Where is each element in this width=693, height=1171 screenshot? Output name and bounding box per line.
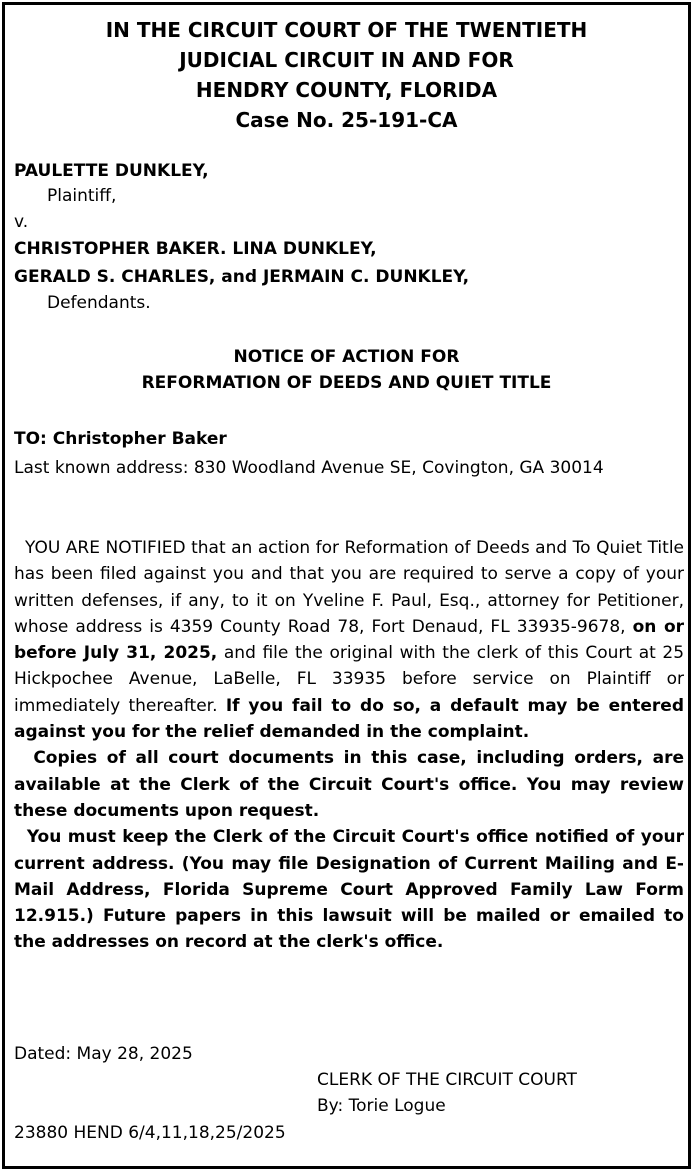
addressee-address: Last known address: 830 Woodland Avenue SE, Covington, GA 30014 — [14, 458, 604, 478]
defendants-line-2: GERALD S. CHARLES, and JERMAIN C. DUNKLEY, — [14, 267, 470, 287]
court-header-line-3: HENDRY COUNTY, FLORIDA — [195, 78, 498, 102]
notice-title-line-1: NOTICE OF ACTION FOR — [233, 347, 460, 367]
defendants-line-1: CHRISTOPHER BAKER. LINA DUNKLEY, — [14, 239, 377, 259]
versus: v. — [14, 212, 29, 232]
dated: Dated: May 28, 2025 — [14, 1044, 193, 1064]
addressee-to: TO: Christopher Baker — [14, 429, 227, 449]
plaintiff-name: PAULETTE DUNKLEY, — [14, 161, 209, 181]
publication-reference: 23880 HEND 6/4,11,18,25/2025 — [14, 1123, 286, 1143]
body-paragraph-2-text: Copies of all court documents in this case, including orders, are available at the Clerk of the Circuit Court's office. You may review these documents upon request. — [14, 748, 684, 821]
body-paragraph-3 — [14, 824, 684, 955]
default-warning: If you fail to do so, a default may be entered against you for the relief demanded in the complaint. — [14, 695, 684, 743]
court-header-line-1: IN THE CIRCUIT COURT OF THE TWENTIETH — [105, 18, 588, 42]
notice-frame — [2, 2, 691, 1169]
court-header-line-2: JUDICIAL CIRCUIT IN AND FOR — [179, 48, 514, 72]
clerk-title: CLERK OF THE CIRCUIT COURT — [317, 1070, 577, 1090]
clerk-by: By: Torie Logue — [317, 1096, 446, 1116]
case-number: Case No. 25-191-CA — [235, 108, 458, 132]
notice-title-line-2: REFORMATION OF DEEDS AND QUIET TITLE — [141, 373, 552, 393]
body-paragraph-2 — [14, 745, 684, 824]
body-paragraph-1-text: YOU ARE NOTIFIED that an action for Reformation of Deeds and To Quiet Title has been filed against you and that you are required to serve a copy of your written defenses, if any, to it on Yveline F. Paul, Esq., attorney for Petitioner, whose address is 4359 County Road 78, Fort Denaud, FL 33935-9678, — [14, 538, 685, 637]
body-paragraph-1-filing: and file the original with the clerk of this Court at 25 Hickpochee Avenue, LaBelle, FL 33935 before service on Plaintiff or immediately thereafter. — [14, 643, 685, 716]
court-header — [5, 15, 688, 135]
defendants-role: Defendants. — [47, 293, 151, 313]
response-deadline: on or before July 31, 2025, — [14, 616, 685, 664]
body-paragraph-3-text: You must keep the Clerk of the Circuit Court's office notified of your current address. (You may file Designation of Current Mailing and E-Mail Address, Florida Supreme Court Approved Family Law Form 12.915.) Future papers in this lawsuit will be mailed or emailed to the addresses on record at the clerk's office. — [14, 827, 684, 953]
plaintiff-role: Plaintiff, — [47, 186, 117, 206]
notice-body — [14, 535, 684, 956]
body-paragraph-1 — [14, 535, 684, 745]
